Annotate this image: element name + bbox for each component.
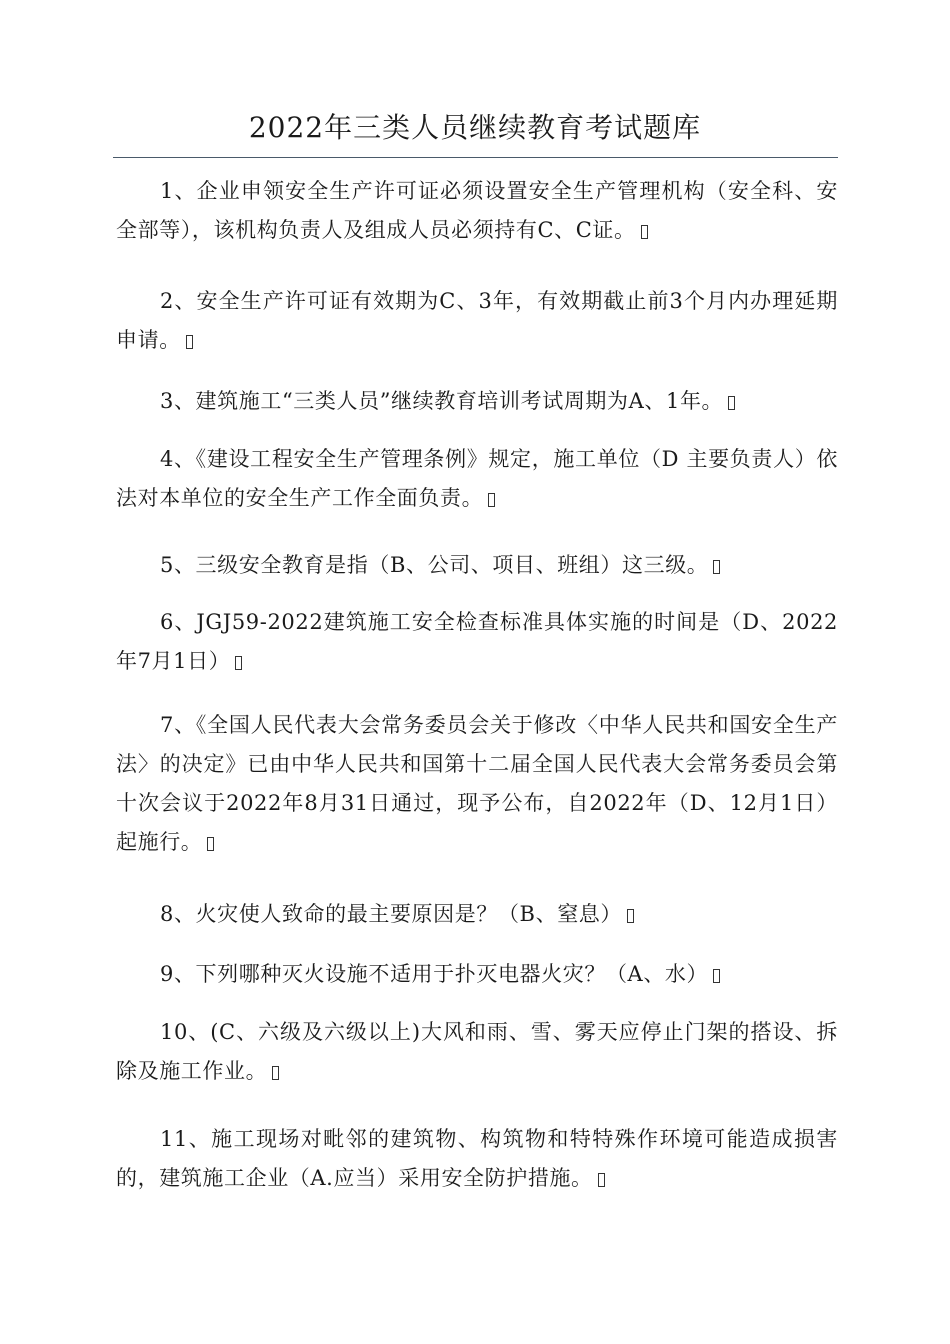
question-2	[116, 282, 838, 360]
question-6	[116, 603, 838, 681]
paragraph-mark-icon	[272, 1066, 279, 1080]
paragraph-mark-icon	[713, 969, 720, 983]
question-text: 1、企业申领安全生产许可证必须设置安全生产管理机构（安全科、安全部等），该机构负责人及组成人员必须持有C、C证。	[116, 179, 838, 242]
paragraph-mark-icon	[598, 1173, 605, 1187]
question-text: 3、建筑施工“三类人员”继续教育培训考试周期为A、1年。	[160, 389, 724, 413]
question-text: 2、安全生产许可证有效期为C、3年，有效期截止前3个月内办理延期申请。	[116, 289, 838, 352]
question-text: 5、三级安全教育是指（B、公司、项目、班组）这三级。	[160, 553, 709, 577]
title-divider	[113, 157, 838, 158]
question-text: 4、《建设工程安全生产管理条例》规定，施工单位（D 主要负责人）依法对本单位的安全生产工作全面负责。	[116, 447, 838, 510]
paragraph-mark-icon	[186, 335, 193, 349]
paragraph-mark-icon	[713, 560, 720, 574]
paragraph-mark-icon	[728, 396, 735, 410]
question-text: 10、(C、六级及六级以上)大风和雨、雪、雾天应停止门架的搭设、拆除及施工作业。	[116, 1020, 838, 1083]
paragraph-mark-icon	[641, 225, 648, 239]
paragraph-mark-icon	[207, 837, 214, 851]
question-4	[116, 440, 838, 518]
paragraph-mark-icon	[235, 656, 242, 670]
question-text: 7、《全国人民代表大会常务委员会关于修改〈中华人民共和国安全生产法〉的决定》已由中华人民共和国第十二届全国人民代表大会常务委员会第十次会议于2022年8月31日通过，现予公布，自2022年（D、12月1日）起施行。	[116, 713, 838, 854]
question-11	[116, 1120, 838, 1198]
page-title: 2022年三类人员继续教育考试题库	[248, 111, 702, 144]
question-text: 8、火灾使人致命的最主要原因是？（B、窒息）	[160, 902, 622, 926]
question-text: 6、JGJ59-2022建筑施工安全检查标准具体实施的时间是（D、2022年7月1日）	[116, 610, 838, 673]
question-text: 11、施工现场对毗邻的建筑物、构筑物和特特殊作环境可能造成损害的，建筑施工企业（A.应当）采用安全防护措施。	[116, 1127, 838, 1190]
question-10	[116, 1013, 838, 1091]
paragraph-mark-icon	[627, 909, 634, 923]
question-text: 9、下列哪种灭火设施不适用于扑灭电器火灾？（A、水）	[160, 962, 709, 986]
question-3	[116, 382, 838, 421]
question-5	[116, 546, 838, 585]
question-7	[116, 706, 838, 862]
question-1	[116, 172, 838, 250]
question-8	[116, 895, 838, 934]
question-9	[116, 955, 838, 994]
paragraph-mark-icon	[488, 493, 495, 507]
